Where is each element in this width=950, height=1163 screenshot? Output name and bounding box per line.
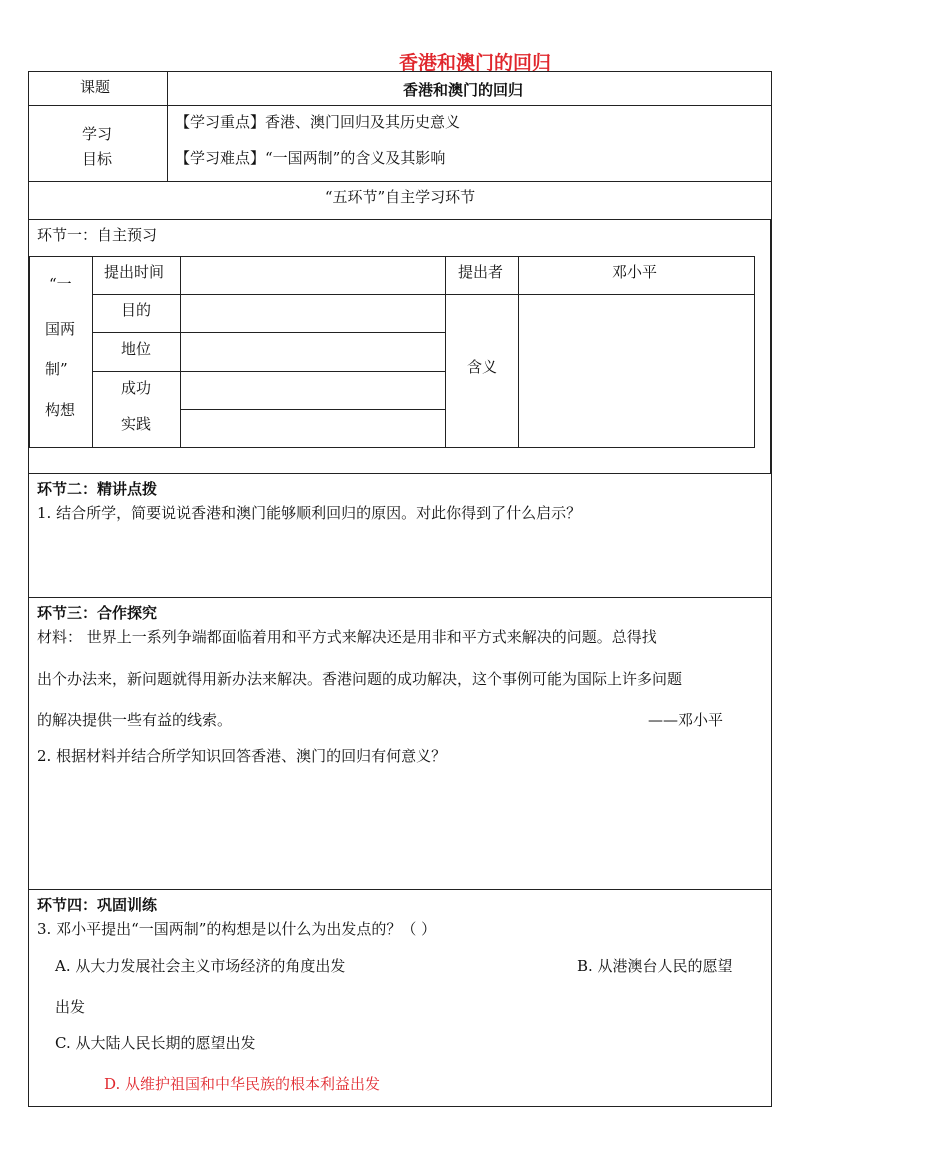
row-divider	[28, 889, 772, 890]
step3-heading: 环节三：合作探究	[37, 604, 158, 622]
option-b: B. 从港澳台人民的愿望	[577, 957, 733, 975]
side-label: 构想	[45, 401, 76, 419]
topic-value: 香港和澳门的回归	[403, 81, 524, 99]
row-divider	[92, 332, 446, 333]
row-divider	[28, 105, 772, 106]
goal-label: 目标	[82, 150, 113, 168]
column-divider	[167, 71, 168, 182]
material-source: ——邓小平	[648, 711, 724, 729]
column-divider	[180, 256, 181, 448]
material-text: 出个办法来，新问题就得用新办法来解决。香港问题的成功解决，这个事例可能为国际上许多问题	[37, 670, 683, 688]
column-divider	[92, 256, 93, 448]
column-divider	[518, 256, 519, 448]
row-divider	[92, 294, 755, 295]
proposer-label: 提出者	[458, 263, 504, 281]
question-2: 2. 根据材料并结合所学知识回答香港、澳门的回归有何意义？	[37, 747, 447, 765]
option-d-answer: D. 从维护祖国和中华民族的根本利益出发	[104, 1075, 381, 1093]
topic-label: 课题	[80, 78, 111, 96]
goal-label: 学习	[82, 125, 113, 143]
step1-heading: 环节一：自主预习	[37, 226, 158, 244]
question-1: 1. 结合所学，简要说说香港和澳门能够顺利回归的原因。对此你得到了什么启示？	[37, 504, 582, 522]
goal-key-point: 【学习重点】香港、澳门回归及其历史意义	[175, 113, 461, 131]
step2-heading: 环节二：精讲点拨	[37, 480, 158, 498]
row-divider	[28, 219, 772, 220]
row-divider	[92, 371, 446, 372]
question-3: 3. 邓小平提出“一国两制”的构想是以什么为出发点的？（ ）	[37, 920, 437, 938]
row-divider	[28, 181, 772, 182]
page-title: 香港和澳门的回归	[398, 52, 551, 74]
practice-label: 成功	[121, 379, 152, 397]
side-label: “一	[49, 275, 72, 293]
row-divider	[28, 473, 772, 474]
material-text: 的解决提供一些有益的线索。	[37, 711, 233, 729]
goal-difficulty: 【学习难点】“一国两制”的含义及其影响	[175, 149, 446, 167]
proposed-time-label: 提出时间	[104, 263, 165, 281]
practice-label: 实践	[121, 415, 152, 433]
five-steps-heading: “五环节”自主学习环节	[324, 188, 476, 206]
purpose-label: 目的	[121, 301, 152, 319]
side-label: 制”	[45, 360, 68, 378]
status-label: 地位	[121, 340, 152, 358]
side-label: 国两	[45, 320, 76, 338]
option-a: A. 从大力发展社会主义市场经济的角度出发	[55, 957, 346, 975]
option-b-continued: 出发	[55, 998, 86, 1016]
section-border	[770, 219, 772, 473]
material-text: 材料： 世界上一系列争端都面临着用和平方式来解决还是用非和平方式来解决的问题。总得找	[37, 628, 657, 646]
meaning-label: 含义	[467, 358, 498, 376]
proposer-value: 邓小平	[612, 263, 658, 281]
row-divider	[28, 597, 772, 598]
option-c: C. 从大陆人民长期的愿望出发	[55, 1034, 256, 1052]
step4-heading: 环节四：巩固训练	[37, 896, 158, 914]
row-divider	[180, 409, 446, 410]
column-divider	[445, 256, 446, 448]
